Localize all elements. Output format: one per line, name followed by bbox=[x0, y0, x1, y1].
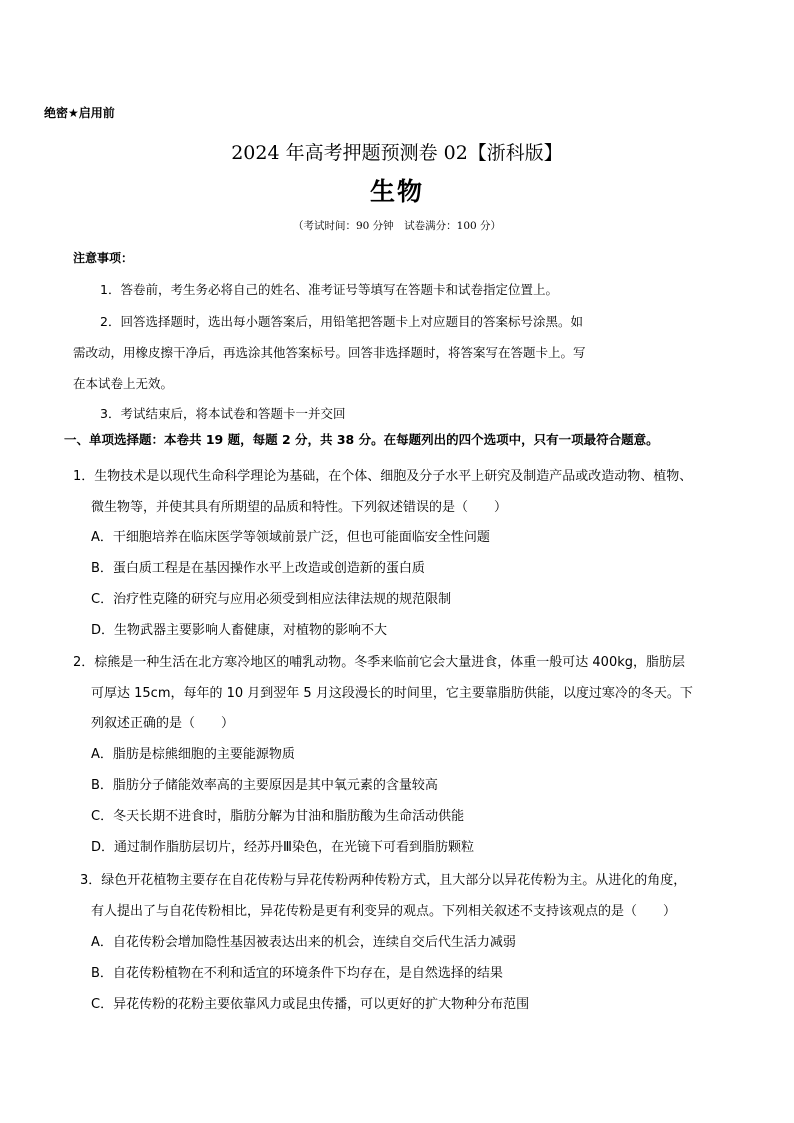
question-2-option-b: B．脂肪分子储能效率高的主要原因是其中氧元素的含量较高 bbox=[91, 778, 438, 793]
section-1-heading: 一、单项选择题：本卷共 19 题，每题 2 分，共 38 分。在每题列出的四个选项中，只有一项最符合题意。 bbox=[64, 432, 659, 447]
notice-item-2-line-2: 需改动，用橡皮擦干净后，再选涂其他答案标号。回答非选择题时，将答案写在答题卡上。写 bbox=[73, 345, 586, 360]
notice-item-1: 1．答卷前，考生务必将自己的姓名、准考证号等填写在答题卡和试卷指定位置上。 bbox=[100, 282, 558, 297]
subject-title: 生物 bbox=[369, 177, 424, 206]
question-3-option-b: B．自花传粉植物在不利和适宜的环境条件下均存在，是自然选择的结果 bbox=[91, 966, 503, 981]
question-1-option-d: D．生物武器主要影响人畜健康，对植物的影响不大 bbox=[91, 623, 388, 638]
question-2-option-c: C．冬天长期不进食时，脂肪分解为甘油和脂肪酸为生命活动供能 bbox=[91, 809, 465, 824]
notice-heading: 注意事项： bbox=[73, 251, 134, 265]
notice-item-3: 3．考试结束后，将本试卷和答题卡一并交回 bbox=[100, 406, 346, 421]
notice-item-2-line-3: 在本试卷上无效。 bbox=[73, 376, 174, 391]
question-1-option-b: B．蛋白质工程是在基因操作水平上改造或创造新的蛋白质 bbox=[91, 561, 425, 576]
time-info: （考试时间：90 分钟 试卷满分：100 分） bbox=[292, 220, 502, 232]
question-1-line-1: 1．生物技术是以现代生命科学理论为基础，在个体、细胞及分子水平上研究及制造产品或改造动物、植物、 bbox=[73, 469, 693, 484]
question-1-line-2: 微生物等，并使其具有所期望的品质和特性。下列叙述错误的是（ ） bbox=[91, 500, 508, 515]
question-2-option-a: A．脂肪是棕熊细胞的主要能源物质 bbox=[91, 747, 295, 762]
question-3-line-2: 有人提出了与自花传粉相比，异花传粉是更有利变异的观点。下列相关叙述不支持该观点的是（ ） bbox=[91, 904, 677, 919]
question-2-option-d: D．通过制作脂肪层切片，经苏丹Ⅲ染色，在光镜下可看到脂肪颗粒 bbox=[91, 840, 474, 855]
question-2-line-2: 可厚达 15cm，每年的 10 月到翌年 5 月这段漫长的时间里，它主要靠脂肪供能，以度过寒冷的冬天。下 bbox=[91, 686, 693, 701]
question-3-option-c: C．异花传粉的花粉主要依靠风力或昆虫传播，可以更好的扩大物种分布范围 bbox=[91, 997, 530, 1012]
question-1-option-a: A．干细胞培养在临床医学等领域前景广泛，但也可能面临安全性问题 bbox=[91, 530, 490, 545]
question-1-option-c: C．治疗性克隆的研究与应用必须受到相应法律法规的规范限制 bbox=[91, 592, 452, 607]
notice-item-2-line-1: 2．回答选择题时，选出每小题答案后，用铅笔把答题卡上对应题目的答案标号涂黑。如 bbox=[100, 314, 583, 329]
question-2-line-3: 列叙述正确的是（ ） bbox=[91, 716, 235, 731]
secret-label: 绝密★启用前 bbox=[44, 106, 115, 120]
question-2-line-1: 2．棕熊是一种生活在北方寒冷地区的哺乳动物。冬季来临前它会大量进食，体重一般可达 400kg，脂肪层 bbox=[73, 655, 685, 670]
exam-title: 2024 年高考押题预测卷 02【浙科版】 bbox=[231, 142, 563, 164]
question-3-option-a: A．自花传粉会增加隐性基因被表达出来的机会，连续自交后代生活力减弱 bbox=[91, 935, 516, 950]
question-3-line-1: 3．绿色开花植物主要存在自花传粉与异花传粉两种传粉方式，且大部分以异花传粉为主。从进化的角度， bbox=[80, 873, 687, 888]
